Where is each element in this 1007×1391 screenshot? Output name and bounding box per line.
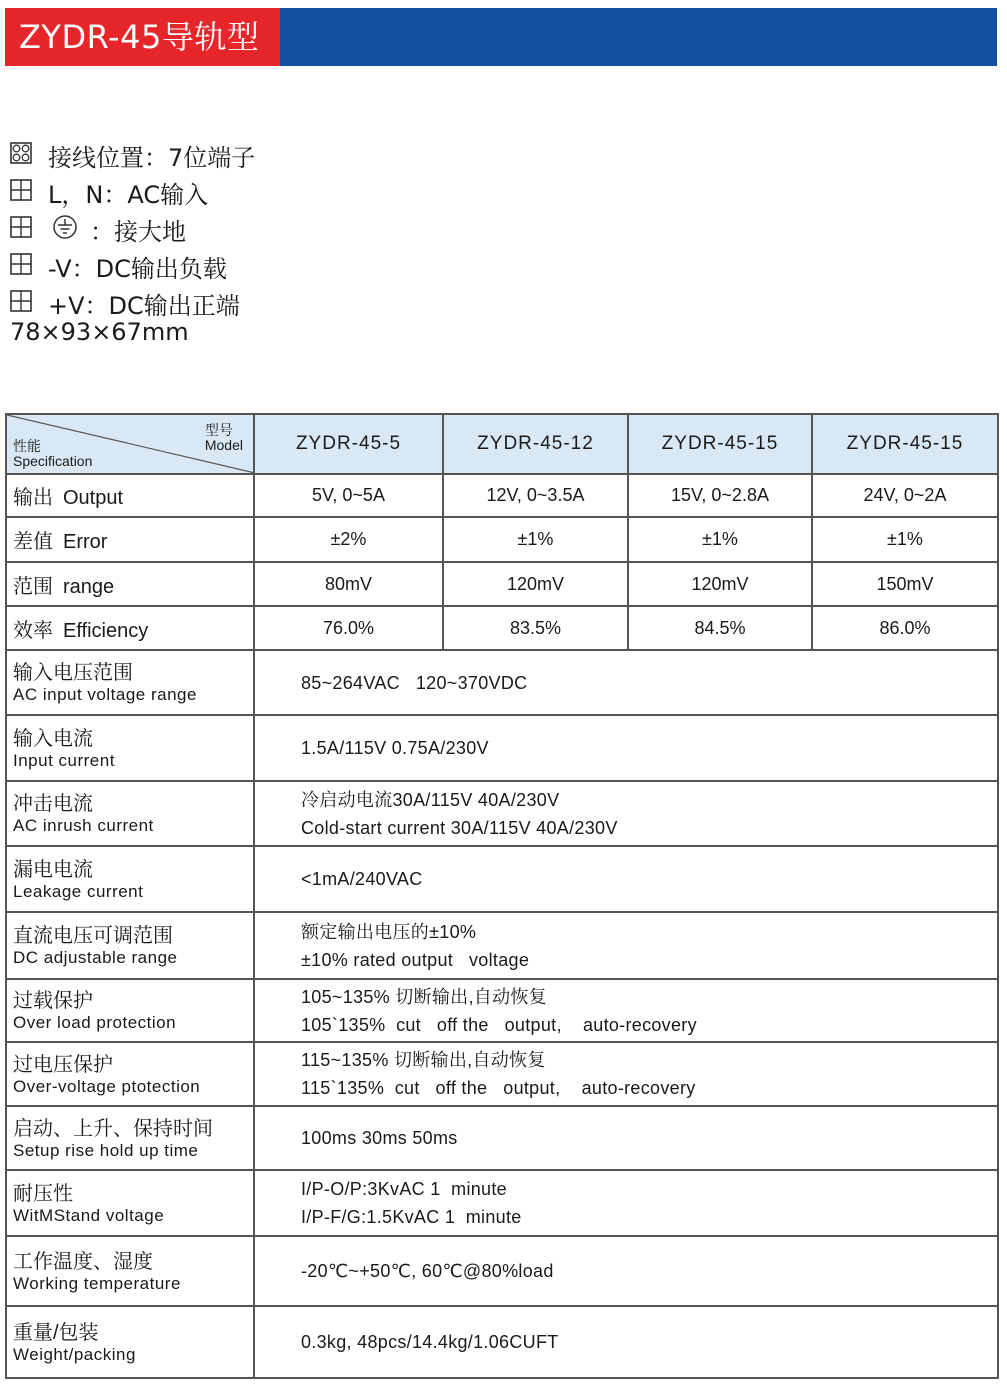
table-cell: 120mV [443, 562, 628, 606]
spanned-value-cell: I/P-O/P:3KvAC 1 minute I/P-F/G:1.5KvAC 1 minute [254, 1170, 998, 1236]
table-row [6, 979, 998, 1042]
info-text: -V：DC输出负载 [48, 255, 227, 283]
table-row [6, 1106, 998, 1170]
table-row [6, 606, 998, 650]
page-title: ZYDR-45导轨型 [5, 8, 280, 66]
table-row [6, 517, 998, 562]
model-header: ZYDR-45-15 [628, 414, 812, 474]
table-row [6, 650, 998, 715]
grid-square-icon [10, 253, 32, 275]
spanned-value-cell: 115~135% 切断输出,自动恢复 115`135% cut off the output, auto-recovery [254, 1042, 998, 1106]
table-row [6, 846, 998, 912]
table-cell: ±2% [254, 517, 443, 562]
spanned-value-cell: <1mA/240VAC [254, 846, 998, 912]
table-row [6, 912, 998, 979]
grid-square-icon [10, 290, 32, 312]
table-cell: ±1% [628, 517, 812, 562]
table-row [6, 1236, 998, 1306]
grid-square-icon [10, 216, 32, 238]
row-label: 输入电流 Input current [6, 715, 254, 781]
table-cell: 120mV [628, 562, 812, 606]
table-row [6, 474, 998, 517]
row-label: 过电压保护 Over-voltage ptotection [6, 1042, 254, 1106]
row-label: 直流电压可调范围 DC adjustable range [6, 912, 254, 979]
spanned-value-cell: 冷启动电流30A/115V 40A/230V Cold-start current 30A/115V 40A/230V [254, 781, 998, 846]
row-label: 耐压性 WitMStand voltage [6, 1170, 254, 1236]
spanned-value-cell: 85~264VAC 120~370VDC [254, 650, 998, 715]
row-label: 输出 Output [6, 474, 254, 517]
table-cell: 80mV [254, 562, 443, 606]
table-header-row [6, 414, 998, 474]
table-cell: 76.0% [254, 606, 443, 650]
row-label: 重量/包装 Weight/packing [6, 1306, 254, 1378]
dimensions: 78×93×67mm [10, 318, 189, 346]
table-row [6, 715, 998, 781]
row-label: 效率 Efficiency [6, 606, 254, 650]
table-cell: 15V, 0~2.8A [628, 474, 812, 517]
info-text: 接线位置：7位端子 [48, 144, 256, 172]
row-label: 输入电压范围 AC input voltage range [6, 650, 254, 715]
terminal-block-icon [10, 142, 32, 164]
spanned-value-cell: 0.3kg, 48pcs/14.4kg/1.06CUFT [254, 1306, 998, 1378]
corner-spec-label: 性能 Specification [13, 438, 93, 469]
table-cell: 24V, 0~2A [812, 474, 998, 517]
table-cell: 84.5% [628, 606, 812, 650]
table-cell: 5V, 0~5A [254, 474, 443, 517]
table-row [6, 1042, 998, 1106]
corner-model-label: 型号 Model [204, 422, 243, 453]
table-row [6, 1306, 998, 1378]
ground-symbol-icon [52, 214, 78, 240]
table-cell: 12V, 0~3.5A [443, 474, 628, 517]
spanned-value-cell: 1.5A/115V 0.75A/230V [254, 715, 998, 781]
table-row [6, 562, 998, 606]
row-label: 启动、上升、保持时间 Setup rise hold up time [6, 1106, 254, 1170]
table-row [6, 781, 998, 846]
table-row [6, 1170, 998, 1236]
row-label: 工作温度、湿度 Working temperature [6, 1236, 254, 1306]
row-label: 范围 range [6, 562, 254, 606]
info-text: L，N：AC输入 [48, 181, 209, 209]
row-label: 漏电电流 Leakage current [6, 846, 254, 912]
grid-square-icon [10, 179, 32, 201]
info-text: +V：DC输出正端 [48, 292, 240, 320]
table-cell: 150mV [812, 562, 998, 606]
row-label: 过载保护 Over load protection [6, 979, 254, 1042]
spanned-value-cell: 100ms 30ms 50ms [254, 1106, 998, 1170]
table-cell: ±1% [443, 517, 628, 562]
header-corner-cell [6, 414, 254, 474]
spanned-value-cell: 105~135% 切断输出,自动恢复 105`135% cut off the output, auto-recovery [254, 979, 998, 1042]
row-label: 冲击电流 AC inrush current [6, 781, 254, 846]
table-cell: ±1% [812, 517, 998, 562]
spanned-value-cell: 额定输出电压的±10% ±10% rated output voltage [254, 912, 998, 979]
spec-table [5, 413, 999, 1379]
model-header: ZYDR-45-12 [443, 414, 628, 474]
info-text: ：接大地 [90, 218, 186, 246]
spanned-value-cell: -20℃~+50℃, 60℃@80%load [254, 1236, 998, 1306]
model-header: ZYDR-45-5 [254, 414, 443, 474]
table-cell: 86.0% [812, 606, 998, 650]
row-label: 差值 Error [6, 517, 254, 562]
table-cell: 83.5% [443, 606, 628, 650]
model-header: ZYDR-45-15 [812, 414, 998, 474]
title-banner [5, 8, 997, 66]
